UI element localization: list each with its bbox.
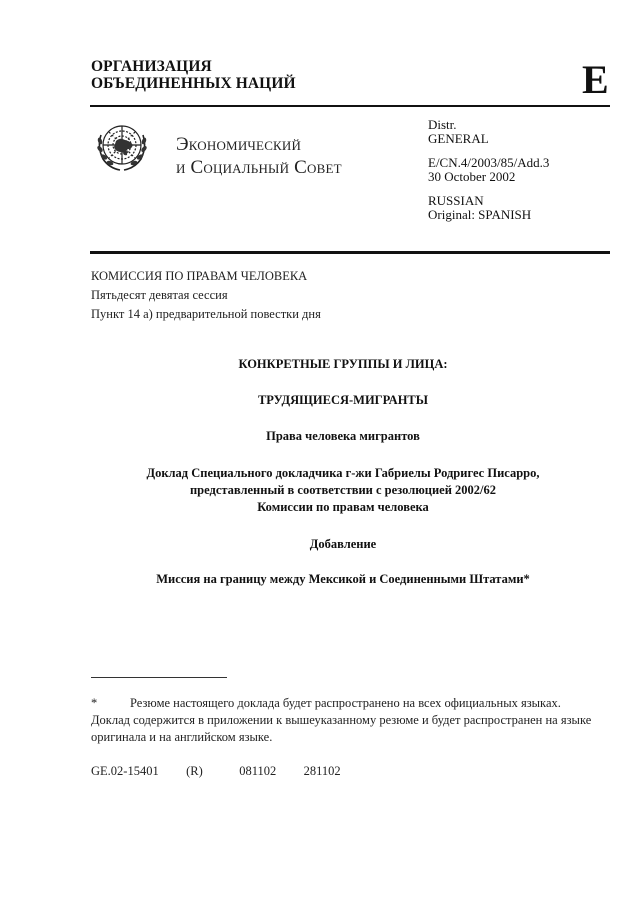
document-language: RUSSIAN [428,193,484,208]
report-description [91,465,595,516]
council-line-2: и Социальный Совет [176,157,342,178]
agenda-item: Пункт 14 а) предварительной повестки дня [91,307,321,321]
commission-info [91,267,321,324]
original-language: Original: SPANISH [428,206,532,222]
language-letter: E [582,57,609,102]
header-rule-top [90,105,610,107]
report-line-1: Доклад Специального докладчика г-жи Габриелы Родригес Писарро, [146,466,540,480]
organization-line-2: ОБЪЕДИНЕННЫХ НАЦИЙ [91,75,296,92]
footnote-marker: * [91,696,98,710]
report-line-2: представленный в соответствии с резолюцией 2002/62 [189,483,497,497]
document-date: 30 October 2002 [428,168,516,184]
header-rule-bottom [90,251,610,254]
heading-specific-groups: КОНКРЕТНЫЕ ГРУППЫ И ЛИЦА: [238,357,448,371]
document-symbol: E/CN.4/2003/85/Add.3 [428,155,550,170]
organization-line-1: ОРГАНИЗАЦИЯ [91,58,212,75]
document-number: GE.02-15401 (R) 081102 281102 [91,764,341,778]
mission-title: Миссия на границу между Мексикой и Соединенными Штатами* [156,572,530,586]
commission-name: КОМИССИЯ ПО ПРАВАМ ЧЕЛОВЕКА [91,269,308,283]
report-line-3: Комиссии по правам человека [257,500,429,514]
organization-name [91,58,296,92]
document-metadata [428,118,549,221]
un-emblem-icon [92,117,152,177]
footnote-text-rest: Доклад содержится в приложении к вышеуказанному резюме и будет распространен на языке оригинала и на английском языке. [91,713,592,744]
distribution-label: Distr. [428,117,457,132]
footnote-separator [91,677,227,678]
footnote [91,695,595,746]
council-line-1: Экономический [176,134,302,155]
heading-migrant-workers: ТРУДЯЩИЕСЯ-МИГРАНТЫ [257,393,429,407]
session-name: Пятьдесят девятая сессия [91,288,228,302]
footnote-text-first: Резюме настоящего доклада будет распространено на всех официальных языках. [130,696,561,710]
addendum-heading: Добавление [309,537,377,551]
council-name [176,133,342,179]
heading-human-rights: Права человека мигрантов [266,429,420,443]
distribution-value: GENERAL [428,130,489,146]
